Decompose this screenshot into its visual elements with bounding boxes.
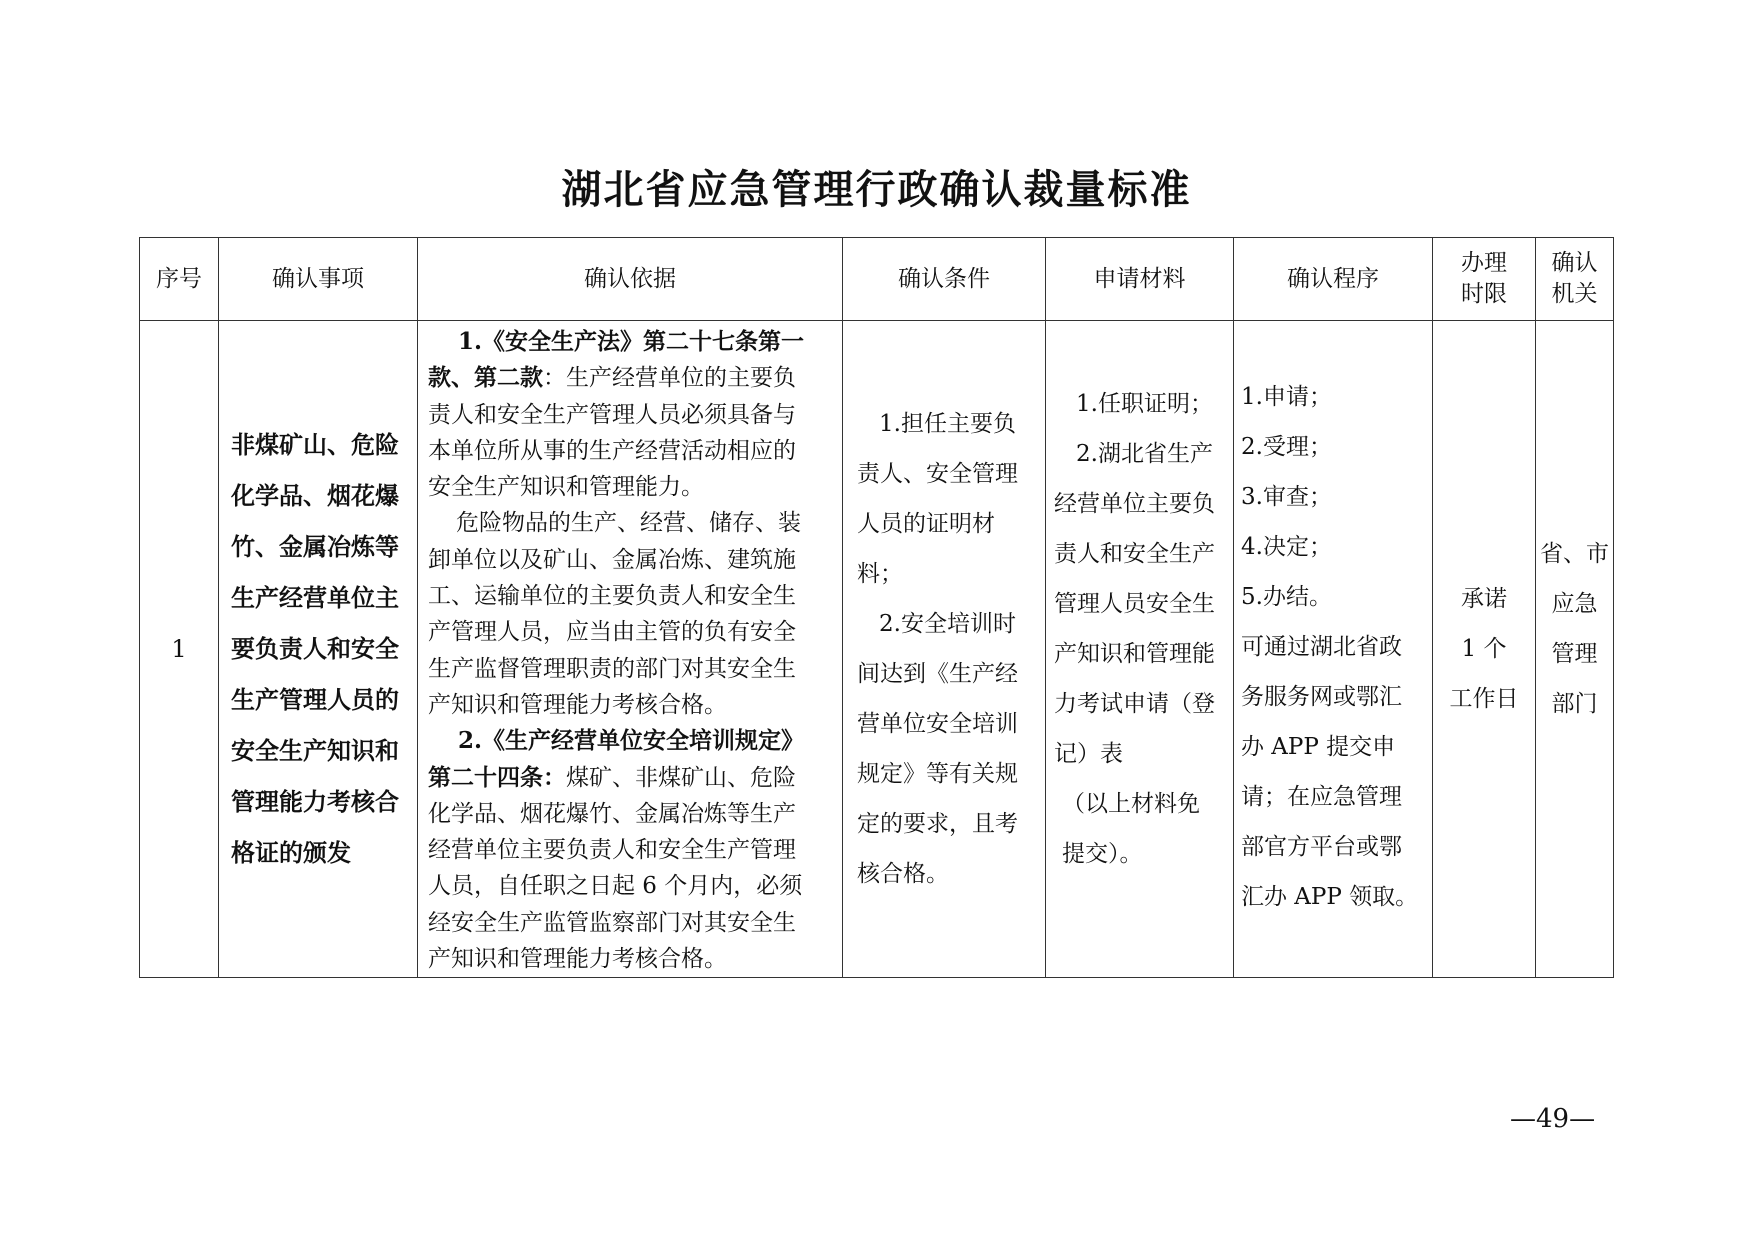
- header-item: 确认事项: [219, 238, 418, 321]
- header-procedure: 确认程序: [1234, 238, 1433, 321]
- cell-conditions: 1.担任主要负 责人、安全管理 人员的证明材 料； 2.安全培训时 间达到《生产经 营单位安全培训 规定》等有关规 定的要求，且考 核合格。: [843, 321, 1046, 978]
- header-materials: 申请材料: [1046, 238, 1234, 321]
- header-authority: 确认 机关: [1536, 238, 1614, 321]
- cell-authority: 省、市 应急 管理 部门: [1536, 321, 1614, 978]
- header-time-limit: 办理 时限: [1433, 238, 1536, 321]
- header-basis: 确认依据: [418, 238, 843, 321]
- cell-serial: 1: [140, 321, 219, 978]
- header-conditions: 确认条件: [843, 238, 1046, 321]
- cell-item: 非煤矿山、危险 化学品、烟花爆 竹、金属冶炼等 生产经营单位主 要负责人和安全 生产管理人员的 安全生产知识和 管理能力考核合 格证的颁发: [219, 321, 418, 978]
- cell-basis: 1.《安全生产法》第二十七条第一 款、第二款：生产经营单位的主要负 责人和安全生产管理人员必须具备与 本单位所从事的生产经营活动相应的 安全生产知识和管理能力。 危险物品的生产、经营、储存、装 卸单位以及矿山、金属冶炼、建筑施 工、运输单位的主要负责人和安全生 产管理人员，应当由主管的负有安全 生产监督管理职责的部门对其安全生 产知识和管理能力考核合格。 2.《生产经营单位安全培训规定》 第二十四条：煤矿、非煤矿山、危险 化学品、烟花爆竹、金属冶炼等生产 经营单位主要负责人和安全生产管理 人员，自任职之日起 6 个月内，必须 经安全生产监管监察部门对其安全生 产知识和管理能力考核合格。: [418, 321, 843, 978]
- cell-time-limit: 承诺 1 个 工作日: [1433, 321, 1536, 978]
- discretion-standard-table: [139, 237, 1614, 978]
- cell-materials: 1.任职证明； 2.湖北省生产 经营单位主要负 责人和安全生产 管理人员安全生 产知识和管理能 力考试申请（登 记）表 （以上材料免 提交）。: [1046, 321, 1234, 978]
- table-row: [140, 321, 1614, 978]
- table-header-row: [140, 238, 1614, 321]
- header-serial: 序号: [140, 238, 219, 321]
- cell-procedure: 1.申请； 2.受理； 3.审查； 4.决定； 5.办结。 可通过湖北省政 务服务网或鄂汇 办 APP 提交申 请；在应急管理 部官方平台或鄂 汇办 APP 领取。: [1234, 321, 1433, 978]
- page-title: 湖北省应急管理行政确认裁量标准: [561, 167, 1192, 213]
- page-number: —49—: [1510, 1104, 1596, 1134]
